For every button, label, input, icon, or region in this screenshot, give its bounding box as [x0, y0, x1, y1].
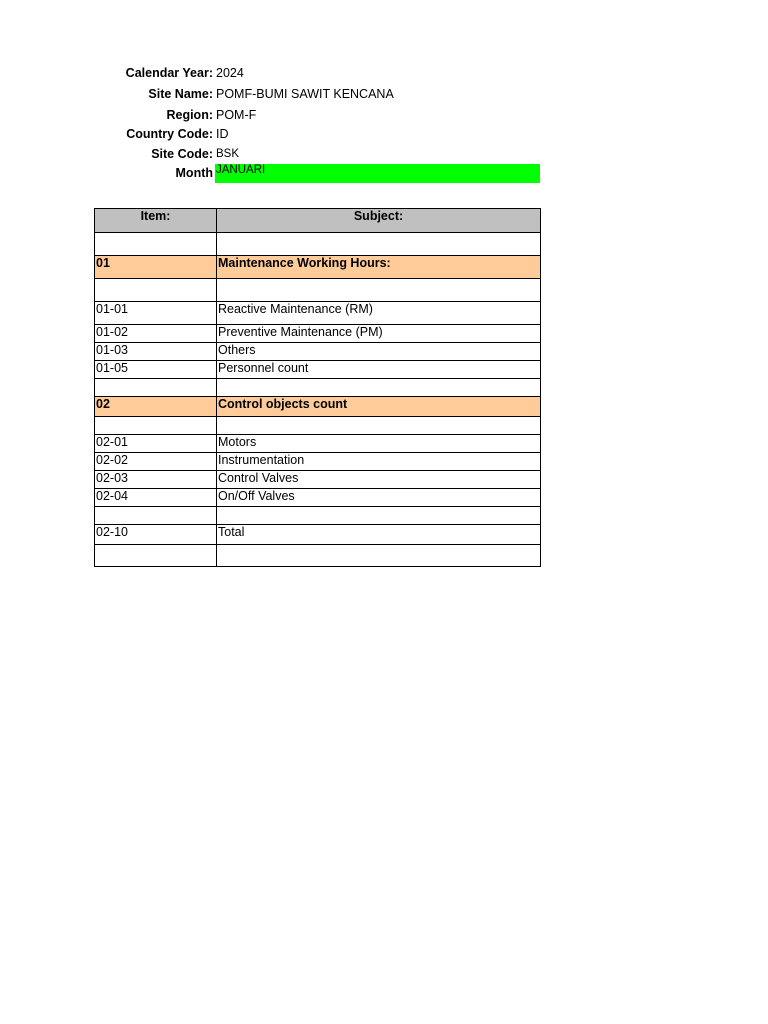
table-row: [95, 325, 541, 343]
table-row: [95, 233, 541, 256]
table-row: [95, 489, 541, 507]
item-cell[interactable]: 01-02: [95, 325, 217, 343]
subject-cell[interactable]: [217, 379, 541, 397]
subject-cell[interactable]: Personnel count: [217, 361, 541, 379]
table-row: [95, 302, 541, 325]
subject-cell[interactable]: Reactive Maintenance (RM): [217, 302, 541, 325]
table-header-row: [95, 209, 541, 233]
item-cell[interactable]: [95, 279, 217, 302]
subject-cell[interactable]: Maintenance Working Hours:: [217, 256, 541, 279]
item-cell[interactable]: [95, 507, 217, 525]
country-code-value[interactable]: ID: [216, 127, 229, 142]
region-row: [94, 105, 540, 125]
calendar-year-value[interactable]: 2024: [216, 65, 244, 80]
item-cell[interactable]: [95, 417, 217, 435]
country-code-row: [94, 125, 540, 145]
site-code-value[interactable]: BSK: [216, 147, 240, 160]
region-label: Region:: [166, 107, 213, 122]
subject-cell[interactable]: [217, 233, 541, 256]
item-cell[interactable]: 01: [95, 256, 217, 279]
subject-cell[interactable]: [217, 279, 541, 302]
subject-column-header: Subject:: [217, 209, 541, 233]
item-cell[interactable]: 02-01: [95, 435, 217, 453]
table-row: [95, 417, 541, 435]
table-row: [95, 507, 541, 525]
table-row: [95, 343, 541, 361]
site-name-label: Site Name:: [148, 87, 213, 102]
item-cell[interactable]: 01-01: [95, 302, 217, 325]
section-row: [95, 397, 541, 417]
site-code-row: [94, 144, 540, 164]
table-row: [95, 545, 541, 567]
item-cell[interactable]: 01-03: [95, 343, 217, 361]
subject-cell[interactable]: Total: [217, 525, 541, 545]
table-row: [95, 435, 541, 453]
site-name-value[interactable]: POMF-BUMI SAWIT KENCANA: [216, 87, 394, 102]
item-column-header: Item:: [95, 209, 217, 233]
subject-cell[interactable]: On/Off Valves: [217, 489, 541, 507]
item-cell[interactable]: 02: [95, 397, 217, 417]
subject-cell[interactable]: [217, 417, 541, 435]
subject-cell[interactable]: Others: [217, 343, 541, 361]
section-row: [95, 256, 541, 279]
table-row: [95, 379, 541, 397]
subject-cell[interactable]: Preventive Maintenance (PM): [217, 325, 541, 343]
month-row: [94, 164, 540, 184]
table-row: [95, 279, 541, 302]
item-cell[interactable]: 02-04: [95, 489, 217, 507]
subject-cell[interactable]: Control objects count: [217, 397, 541, 417]
item-cell[interactable]: 01-05: [95, 361, 217, 379]
calendar-year-row: [94, 62, 540, 84]
item-cell[interactable]: 02-02: [95, 453, 217, 471]
region-value[interactable]: POM-F: [216, 107, 257, 122]
subject-cell[interactable]: Instrumentation: [217, 453, 541, 471]
item-cell[interactable]: 02-10: [95, 525, 217, 545]
subject-cell[interactable]: [217, 507, 541, 525]
table-row: [95, 361, 541, 379]
table-row: [95, 471, 541, 489]
calendar-year-label: Calendar Year:: [125, 65, 213, 80]
item-cell[interactable]: [95, 545, 217, 567]
site-info-block: [94, 62, 540, 183]
subject-cell[interactable]: Control Valves: [217, 471, 541, 489]
month-label: Month: [175, 166, 213, 181]
subject-cell[interactable]: Motors: [217, 435, 541, 453]
subject-cell[interactable]: [217, 545, 541, 567]
maintenance-table: [94, 208, 541, 567]
item-cell[interactable]: 02-03: [95, 471, 217, 489]
country-code-label: Country Code:: [126, 127, 213, 142]
table-row: [95, 453, 541, 471]
site-name-row: [94, 84, 540, 106]
month-value[interactable]: JANUARI: [215, 164, 540, 183]
item-cell[interactable]: [95, 379, 217, 397]
table-row: [95, 525, 541, 545]
item-cell[interactable]: [95, 233, 217, 256]
site-code-label: Site Code:: [151, 146, 213, 161]
